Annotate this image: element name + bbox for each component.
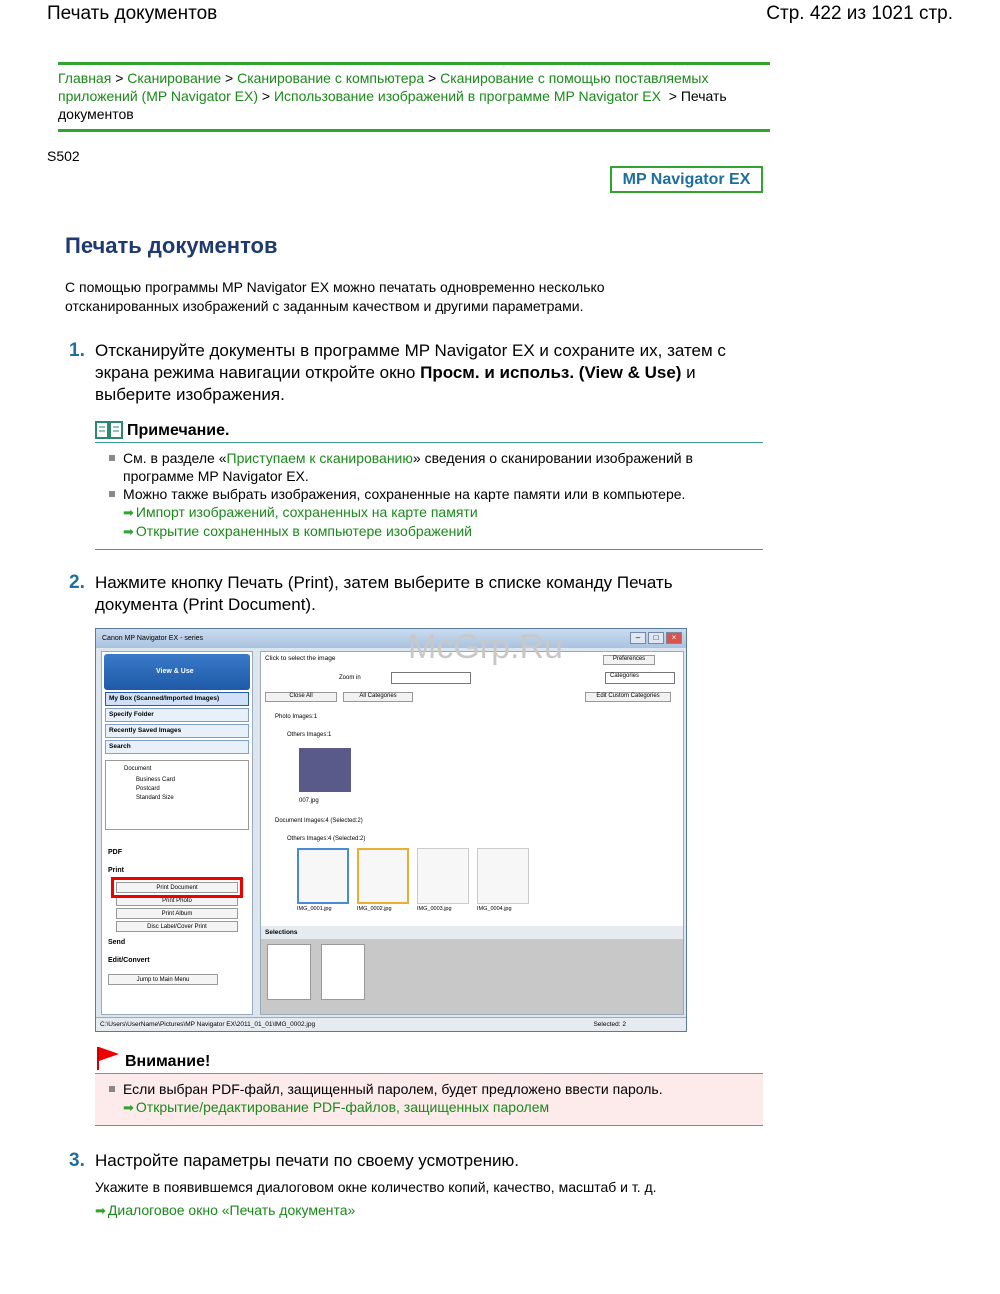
product-logo: MP Navigator EX (610, 166, 763, 193)
breadcrumb-item[interactable]: Главная (58, 70, 112, 86)
photo-thumbnail[interactable] (299, 748, 351, 792)
image-thumbnail[interactable] (357, 848, 409, 904)
breadcrumb-current: Печать документов (58, 88, 727, 122)
file-name[interactable]: IMG_0003.jpg (417, 906, 452, 912)
step-3-text: Настройте параметры печати по своему усмотрению. (95, 1151, 519, 1170)
all-categories-button[interactable]: All Categories (343, 692, 413, 702)
group-photo[interactable]: Photo Images:1 (275, 714, 318, 720)
note-item: См. в разделе «Приступаем к сканированию» сведения о сканировании изображений в программе MP Navigator EX. (105, 449, 763, 485)
tree-item[interactable]: Standard Size (136, 795, 174, 801)
click-hint: Click to select the image (265, 655, 336, 662)
book-icon (95, 420, 123, 440)
note-link[interactable]: ➡ Открытие сохраненных в компьютере изображений (105, 522, 763, 541)
left-pane (101, 651, 253, 1015)
file-name[interactable]: 007.jpg (299, 798, 319, 804)
note-link[interactable]: Приступаем к сканированию (226, 450, 413, 466)
nav-specify-folder[interactable]: Specify Folder (105, 708, 249, 722)
tree-item[interactable]: Postcard (136, 786, 160, 792)
action-pdf[interactable]: PDF (108, 849, 122, 856)
intro-text: С помощью программы MP Navigator EX можно печатать одновременно несколько отсканированных изображений с заданным качеством и другими параметрами. (65, 279, 605, 314)
file-name[interactable]: IMG_0001.jpg (297, 906, 332, 912)
file-name[interactable]: IMG_0002.jpg (357, 906, 392, 912)
note-title: Примечание. (127, 422, 230, 439)
step-1-text: Отсканируйте документы в программе MP Navigator EX и сохраните их, затем с экрана режима навигации откройте окно Просм. и использ. (View & Use) и выберите изображения. (95, 341, 726, 404)
file-name[interactable]: IMG_0004.jpg (477, 906, 512, 912)
page-title: Печать документов (65, 233, 278, 258)
step-3-subtext: Укажите в появившемся диалоговом окне количество копий, качество, масштаб и т. д. (95, 1179, 657, 1195)
app-titlebar: Canon MP Navigator EX - series (96, 629, 686, 648)
selection-thumbnail[interactable] (267, 944, 311, 1000)
step-3-number: 3. (69, 1150, 85, 1171)
step-1-number: 1. (69, 340, 85, 361)
note-item: Можно также выбрать изображения, сохраненные на карте памяти или в компьютере. (105, 485, 763, 503)
nav-search[interactable]: Search (105, 740, 249, 754)
print-photo-button[interactable]: Print Photo (116, 895, 238, 906)
close-icon[interactable]: × (666, 632, 682, 644)
tree-item[interactable]: Business Card (136, 777, 176, 783)
close-all-button[interactable]: Close All (265, 692, 337, 702)
warning-title: Внимание! (125, 1053, 211, 1070)
right-pane (260, 651, 684, 1015)
selections-panel (261, 926, 683, 1014)
topic-code: S502 (47, 148, 80, 164)
selections-label: Selections (261, 926, 683, 939)
action-send[interactable]: Send (108, 939, 126, 946)
group-others[interactable]: Others Images:1 (287, 732, 332, 738)
breadcrumb-item[interactable]: Сканирование с помощью поставляемых приложений (MP Navigator EX) (58, 70, 709, 104)
status-selected: Selected: 2 (593, 1021, 626, 1028)
group-others[interactable]: Others Images:4 (Selected:2) (287, 836, 366, 842)
note-link[interactable]: ➡ Импорт изображений, сохраненных на карте памяти (105, 503, 763, 522)
folder-tree (105, 760, 249, 830)
status-bar (96, 1017, 686, 1031)
mode-header: View & Use (104, 654, 250, 690)
preferences-button[interactable]: Preferences (603, 655, 655, 665)
nav-my-box[interactable]: My Box (Scanned/Imported Images) (105, 692, 249, 706)
print-document-button[interactable]: Print Document (116, 882, 238, 893)
tree-item[interactable]: Document (124, 766, 152, 772)
jump-main-menu-button[interactable]: Jump to Main Menu (108, 974, 218, 985)
status-path: C:\Users\UserName\Pictures\MP Navigator EX\2011_01_01\IMG_0002.jpg (100, 1021, 316, 1028)
step-2-text: Нажмите кнопку Печать (Print), затем выберите в списке команду Печать документа (Print Document). (95, 573, 673, 614)
watermark: McGrp.Ru (408, 628, 563, 666)
app-screenshot (95, 628, 687, 1032)
maximize-icon[interactable]: □ (648, 632, 664, 644)
warning-item: Если выбран PDF-файл, защищенный паролем, будет предложено ввести пароль. (105, 1080, 763, 1098)
flag-icon (95, 1045, 121, 1071)
categories-select[interactable]: Categories (605, 672, 675, 684)
step-3-link[interactable]: ➡ Диалоговое окно «Печать документа» (95, 1202, 355, 1219)
image-thumbnail[interactable] (297, 848, 349, 904)
doc-header-title: Печать документов (47, 3, 218, 24)
step-2-number: 2. (69, 572, 85, 593)
breadcrumb-item[interactable]: Использование изображений в программе MP Navigator EX (273, 88, 661, 104)
note-box (95, 417, 763, 550)
action-print[interactable]: Print (108, 867, 124, 874)
selection-thumbnail[interactable] (321, 944, 365, 1000)
nav-recent[interactable]: Recently Saved Images (105, 724, 249, 738)
image-thumbnail[interactable] (417, 848, 469, 904)
page-counter: Стр. 422 из 1021 стр. (766, 3, 953, 24)
disc-label-button[interactable]: Disc Label/Cover Print (116, 921, 238, 932)
breadcrumb: Главная > Сканирование > Сканирование с компьютера > Сканирование с помощью поставляемых приложений (MP Navigator EX) > Использование изображений в программе MP Navigator EX > Печать документов (58, 62, 770, 132)
group-document[interactable]: Document Images:4 (Selected:2) (275, 818, 363, 824)
print-album-button[interactable]: Print Album (116, 908, 238, 919)
warning-link[interactable]: ➡ Открытие/редактирование PDF-файлов, защищенных паролем (105, 1098, 763, 1117)
warning-box (95, 1046, 763, 1126)
zoom-label: Zoom in (339, 675, 361, 681)
breadcrumb-item[interactable]: Сканирование с компьютера (237, 70, 425, 86)
search-input[interactable] (391, 672, 471, 684)
breadcrumb-item[interactable]: Сканирование (127, 70, 222, 86)
minimize-icon[interactable]: – (630, 632, 646, 644)
image-thumbnail[interactable] (477, 848, 529, 904)
action-edit[interactable]: Edit/Convert (108, 957, 150, 964)
edit-categories-button[interactable]: Edit Custom Categories (585, 692, 671, 702)
